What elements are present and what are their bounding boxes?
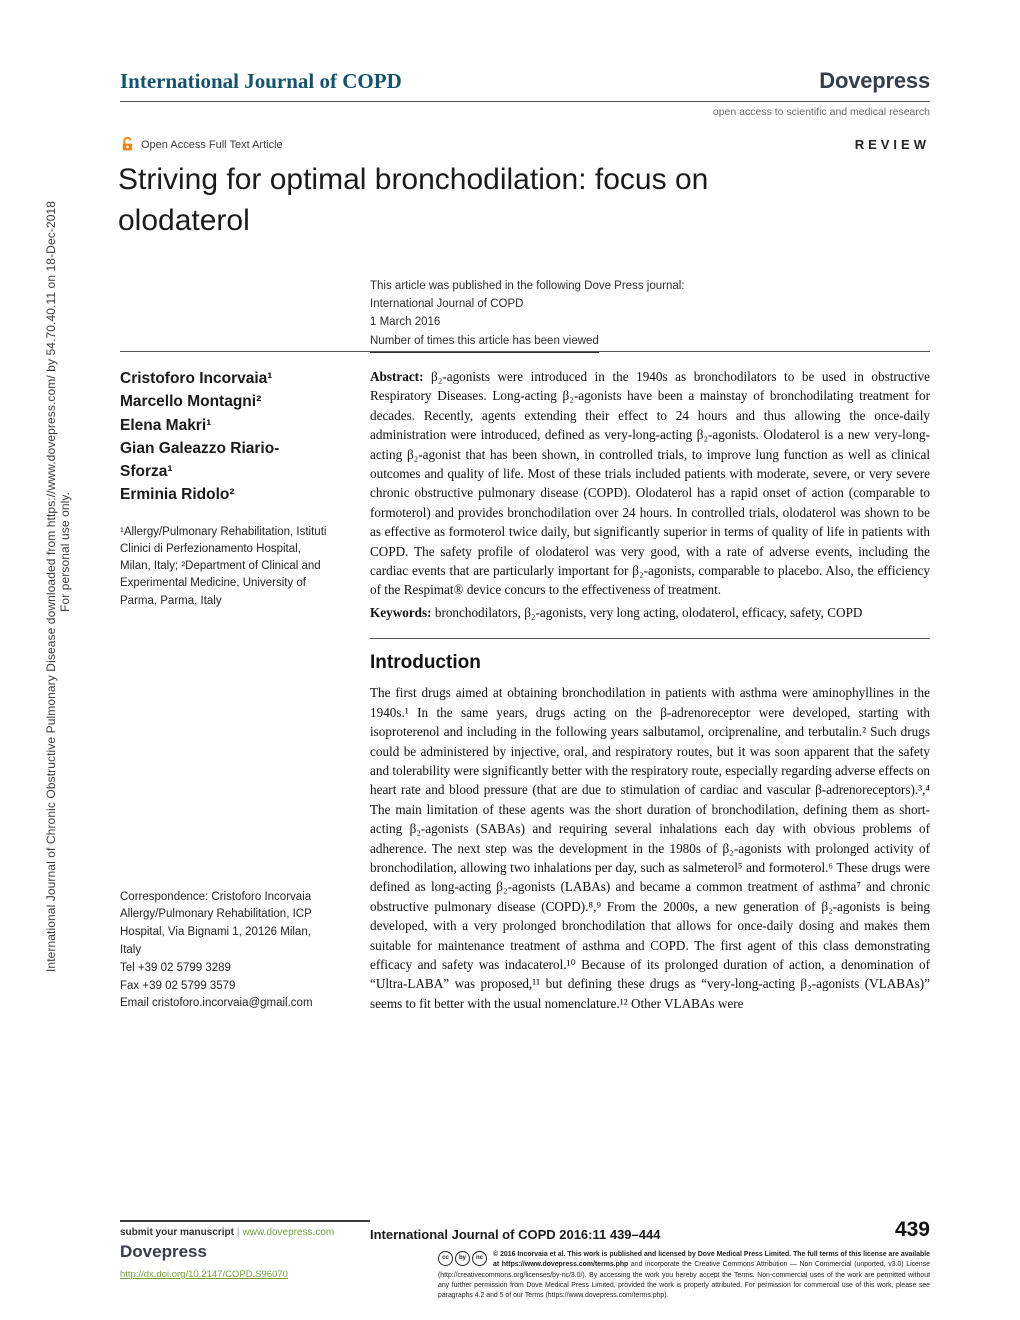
open-access-label: Open Access Full Text Article [141, 138, 283, 151]
abstract-label: Abstract: [370, 369, 424, 384]
doi-link[interactable]: http://dx.doi.org/10.2147/COPD.S96070 [120, 1269, 288, 1280]
keywords-label: Keywords: [370, 604, 432, 620]
abstract [370, 367, 930, 600]
abstract-text: β₂-agonists were introduced in the 1940s as bronchodilators to be used in obstructive Respiratory Diseases. Long-acting β₂-agonists have been a mainstay of bronchodilating treatment for decades. Recently, agents extending their effect to 24 hours and thus allowing the once-daily administration were introduced, defined as very-long-acting β₂-agonists. Olodaterol is a new very-long-acting β₂-agonist that has been shown, in controlled trials, to improve lung function as well as clinical outcomes and quality of life. Most of these trials included patients with moderate, severe, or very severe chronic obstructive pulmonary disease (COPD). Olodaterol has a rapid onset of action (comparable to formoterol) and provides bronchodilation over 24 hours. In controlled trials, olodaterol was shown to be as effective as formoterol twice daily, but significantly superior in terms of quality of life in patients with COPD. The safety profile of olodaterol was very good, with a rate of adverse events, including the cardiac events that are particularly important for β₂-agonists, comparable to placebo. Also, the efficiency of the Respimat® device concurs to the effectiveness of treatment. [370, 369, 930, 598]
page-title: Striving for optimal bronchodilation: focus on olodaterol [118, 163, 709, 237]
correspondence-block [120, 889, 330, 1014]
page-number: 439 [894, 1218, 930, 1241]
article-meta-row [120, 137, 930, 152]
publisher-tagline: open access to scientific and medical research [712, 106, 930, 118]
journal-title: International Journal of COPD [120, 69, 402, 93]
author-name: Gian Galeazzo Riario-Sforza¹ [120, 439, 280, 480]
journal-header [120, 68, 930, 118]
article-body [120, 367, 930, 1013]
correspondence-fax: Fax +39 02 5799 3579 [120, 979, 236, 992]
correspondence-tel: Tel +39 02 5799 3289 [120, 961, 231, 974]
header-divider [120, 351, 930, 352]
dovepress-logo: Dovepress [819, 68, 930, 93]
affiliations: ¹Allergy/Pulmonary Rehabilitation, Istituti Clinici di Perfezionamento Hospital, Milan, Italy; ²Department of Clinical and Experimental Medicine, University of Parma, Parma, Italy [120, 525, 327, 607]
sidebar-download-notice: International Journal of Chronic Obstructive Pulmonary Disease downloaded from https://www.dovepress.com/ by 54.70.40.11 on 18-Dec-2018 [44, 200, 58, 972]
author-name: Cristoforo Incorvaia¹ [120, 370, 273, 387]
cc-icon: cc [438, 1251, 453, 1266]
keywords [370, 603, 930, 622]
dovepress-footer-logo: Dovepress [120, 1242, 207, 1261]
dovepress-url-link[interactable]: www.dovepress.com [242, 1227, 335, 1238]
license-terms-text: and incorporate the Creative Commons Attribution — Non Commercial (unported, v3.0) License (http://creativecommons.org/licenses/by-nc/3.0/). By accessing the work you hereby accept the Terms. Non-commercial uses of the work are permitted without any further permission from Dove Medical Press Limited, provided the work is properly attributed. For permission for commercial use of this work, please see paragraphs 4.2 and 5 of our Terms (https://www.dovepress.com/terms.php). [438, 1261, 930, 1300]
correspondence-name: Correspondence: Cristoforo Incorvaia [120, 890, 312, 903]
published-date: 1 March 2016 [370, 315, 441, 328]
correspondence-address-1: Allergy/Pulmonary Rehabilitation, ICP [120, 908, 312, 921]
introduction-paragraph: The first drugs aimed at obtaining bronchodilation in patients with asthma were aminophyllines in the 1940s.¹ In the same years, drugs acting on the β-adrenoreceptor were developed, starting with isoproterenol and including in the following years salbutamol, orciprenaline, and terbutalin.² Such drugs could be administered by injective, oral, and respiratory routes, but it was soon apparent that the safety and tolerability were significantly better with the respiratory route, especially regarding adverse effects on heart rate and blood pressure (that are due to stimulation of cardiac and vascular β-adrenoreceptors).³,⁴ The main limitation of these agents was the short duration of bronchodilation, defining them as short-acting β₂-agonists (SABAs) and requiring several inhalations each day with obvious problems of adherence. The next step was the development in the 1980s of β₂-agonists with prolonged activity of bronchodilation, allowing two inhalations per day, such as salmeterol⁵ and formoterol.⁶ These drugs were defined as long-acting β₂-agonists (LABAs) and became a common treatment of asthma⁷ and chronic obstructive pulmonary disease (COPD).⁸,⁹ From the 2000s, a new generation of β₂-agonists is being developed, with a very prolonged bronchodilation that allows for once-daily dosing and makes them suitable for maintenance treatment of asthma and COPD. The first agent of this class demonstrating efficacy and safety was indacaterol.¹⁰ Because of its prolonged duration of action, a denomination of “Ultra-LABA” was proposed,¹¹ but defining these drugs as “very-long-acting β₂-agonists (VLABAs)” seems to fit better with the usual nomenclature.¹² Other VLABAs were [370, 685, 931, 1011]
submit-manuscript-label: submit your manuscript [120, 1227, 234, 1238]
correspondence-email[interactable]: Email cristoforo.incorvaia@gmail.com [120, 997, 313, 1010]
footer-left-block [120, 1220, 370, 1280]
author-name: Marcello Montagni² [120, 393, 262, 411]
cc-by-icon: by [455, 1251, 470, 1266]
sidebar-personal-use-notice: For personal use only. [58, 491, 72, 612]
journal-citation: International Journal of COPD 2016:11 439–444 [370, 1227, 661, 1242]
open-access-icon [120, 137, 135, 152]
views-counter-label: Number of times this article has been viewed [370, 333, 599, 353]
keywords-text: bronchodilators, β₂-agonists, very long acting, olodaterol, efficacy, safety, COPD [431, 604, 863, 620]
abstract-divider [370, 638, 930, 639]
footer-separator: | [236, 1227, 240, 1238]
published-note [370, 278, 685, 353]
article-type-label: REVIEW [854, 137, 930, 152]
published-journal: International Journal of COPD [370, 297, 524, 310]
author-column [120, 367, 330, 1013]
author-name: Erminia Ridolo² [120, 486, 235, 504]
text-column [370, 367, 930, 1013]
correspondence-address-2: Hospital, Via Bignami 1, 20126 Milan, Italy [120, 926, 311, 956]
cc-nc-icon: nc [472, 1251, 487, 1266]
license-copyright-line: © 2016 Incorvaia et al. This work is published and licensed by Dove Medical Press Limited. The full terms of this license are available at https://www.dovepress.com/terms.php [493, 1251, 930, 1269]
creative-commons-badge [438, 1251, 487, 1266]
author-name: Elena Makri¹ [120, 416, 212, 434]
license-block [438, 1250, 930, 1302]
section-heading-introduction: Introduction [370, 652, 481, 674]
published-intro: This article was published in the following Dove Press journal: [370, 280, 685, 292]
